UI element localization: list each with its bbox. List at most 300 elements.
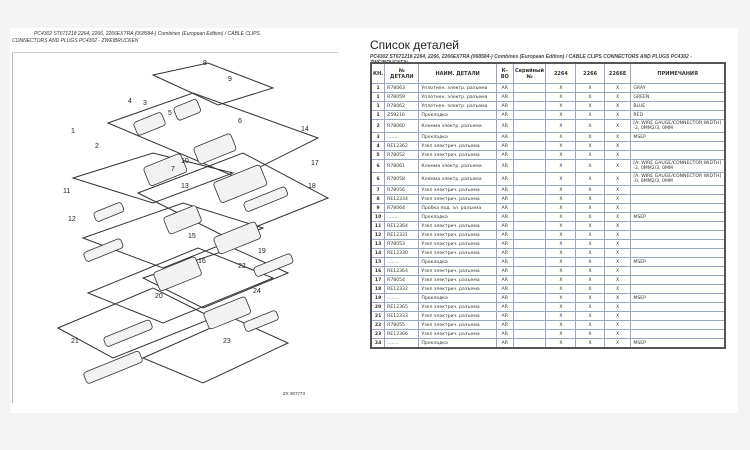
table-cell: AR	[496, 93, 513, 102]
table-cell: X	[576, 330, 604, 339]
callout-10: 10	[181, 158, 189, 165]
table-cell: RE12364	[385, 222, 419, 231]
table-cell	[631, 142, 725, 151]
table-cell: X	[546, 111, 576, 120]
column-header: 2266	[576, 63, 604, 84]
table-cell: Узел электрич. разъема	[419, 151, 496, 160]
table-cell: 3	[371, 133, 385, 142]
table-cell: Прокладка	[419, 294, 496, 303]
table-cell: Прокладка	[419, 133, 496, 142]
table-cell: X	[576, 160, 604, 173]
table-cell	[513, 173, 546, 186]
connector-part	[163, 205, 202, 235]
table-cell: 10	[371, 213, 385, 222]
table-cell: 7	[371, 186, 385, 195]
column-header: Серийный №	[513, 63, 546, 84]
table-cell: X	[604, 240, 631, 249]
table-row	[371, 258, 725, 267]
table-cell	[631, 231, 725, 240]
table-cell: 8	[371, 195, 385, 204]
table-cell: RE12366	[385, 330, 419, 339]
table-cell: X	[576, 84, 604, 93]
table-cell: RE12333	[385, 312, 419, 321]
table-cell: [A: WIRE GAUGE/CONNECTOR WIDTH] -2, 0MM2/3, 0MM	[631, 120, 725, 133]
table-cell: AR	[496, 111, 513, 120]
table-row	[371, 285, 725, 294]
table-cell: X	[576, 231, 604, 240]
table-cell	[631, 330, 725, 339]
table-cell: X	[546, 213, 576, 222]
table-cell: AR	[496, 186, 513, 195]
table-row	[371, 84, 725, 93]
table-cell: X	[546, 204, 576, 213]
table-cell: X	[604, 249, 631, 258]
table-cell: R78061	[385, 160, 419, 173]
table-cell: X	[604, 142, 631, 151]
table-cell: X	[604, 93, 631, 102]
connector-part	[133, 112, 166, 136]
callout-7: 7	[171, 166, 175, 173]
table-cell: X	[576, 339, 604, 349]
table-cell: RE12362	[385, 142, 419, 151]
callout-6: 6	[238, 118, 242, 125]
column-header: НАИМ. ДЕТАЛИ	[419, 63, 496, 84]
table-cell: X	[576, 204, 604, 213]
table-cell: MSEP	[631, 294, 725, 303]
callout-2: 2	[95, 143, 99, 150]
table-cell: Узел электрич. разъема	[419, 330, 496, 339]
table-row	[371, 222, 725, 231]
table-cell: X	[576, 142, 604, 151]
table-cell	[513, 330, 546, 339]
table-cell: X	[546, 222, 576, 231]
table-cell: 18	[371, 285, 385, 294]
table-cell: X	[604, 321, 631, 330]
table-cell: X	[546, 93, 576, 102]
table-row	[371, 294, 725, 303]
table-cell: X	[546, 294, 576, 303]
table-cell	[513, 204, 546, 213]
table-cell: 2	[371, 120, 385, 133]
table-cell: MSEP	[631, 258, 725, 267]
table-cell: Узел электрич. разъема	[419, 222, 496, 231]
table-cell: X	[576, 120, 604, 133]
table-cell: R78063	[385, 84, 419, 93]
table-cell	[513, 84, 546, 93]
connector-part	[153, 256, 202, 291]
table-cell: AR	[496, 195, 513, 204]
table-cell: X	[604, 294, 631, 303]
table-cell	[513, 285, 546, 294]
table-cell: X	[546, 303, 576, 312]
table-cell: AR	[496, 249, 513, 258]
table-cell: AR	[496, 160, 513, 173]
exploded-parts-diagram	[13, 53, 338, 403]
table-row	[371, 151, 725, 160]
table-cell: RE12334	[385, 195, 419, 204]
table-cell	[513, 303, 546, 312]
table-cell: X	[604, 258, 631, 267]
table-cell: X	[576, 249, 604, 258]
table-cell: ........	[385, 258, 419, 267]
table-cell: X	[546, 339, 576, 349]
table-cell: R78062	[385, 102, 419, 111]
table-row	[371, 111, 725, 120]
table-cell: X	[604, 204, 631, 213]
table-cell	[631, 186, 725, 195]
connector-part	[193, 133, 237, 165]
table-cell	[513, 102, 546, 111]
table-cell: RE12332	[385, 285, 419, 294]
table-cell: 6	[371, 160, 385, 173]
table-cell	[631, 312, 725, 321]
callout-18: 18	[308, 183, 316, 190]
table-cell: 19	[371, 294, 385, 303]
table-cell	[513, 222, 546, 231]
table-cell	[513, 249, 546, 258]
table-cell	[513, 276, 546, 285]
table-cell: [A: WIRE GAUGE/CONNECTOR WIDTH] -2, 0MM2/3, 0MM	[631, 160, 725, 173]
diagram-panel	[12, 52, 338, 403]
table-cell: Узел электрич. разъема	[419, 195, 496, 204]
table-cell	[513, 267, 546, 276]
table-cell	[631, 195, 725, 204]
table-cell	[631, 285, 725, 294]
table-cell: AR	[496, 240, 513, 249]
table-cell	[631, 240, 725, 249]
callout-14: 14	[301, 126, 309, 133]
table-cell: X	[546, 267, 576, 276]
table-cell: 5	[371, 151, 385, 160]
callout-15: 15	[188, 233, 196, 240]
callout-9: 9	[228, 76, 232, 83]
table-cell: AR	[496, 258, 513, 267]
figure-id: ZX 907773	[283, 391, 306, 396]
table-cell: X	[604, 303, 631, 312]
table-cell	[513, 151, 546, 160]
group-outline	[153, 63, 273, 105]
table-cell	[631, 151, 725, 160]
table-cell: X	[604, 195, 631, 204]
table-cell: GREEN	[631, 93, 725, 102]
table-cell: RE12365	[385, 303, 419, 312]
table-cell: X	[576, 173, 604, 186]
table-row	[371, 160, 725, 173]
table-cell: Клемма электр. разъема	[419, 173, 496, 186]
table-cell	[513, 312, 546, 321]
table-cell: 9	[371, 204, 385, 213]
table-cell: X	[604, 267, 631, 276]
table-cell: X	[604, 222, 631, 231]
table-header	[371, 63, 725, 84]
table-cell: X	[576, 195, 604, 204]
table-cell: 21	[371, 312, 385, 321]
table-cell: AR	[496, 339, 513, 349]
table-row	[371, 240, 725, 249]
table-cell: 12	[371, 231, 385, 240]
table-cell	[513, 213, 546, 222]
table-cell: AR	[496, 276, 513, 285]
table-cell: AR	[496, 120, 513, 133]
table-cell: 1	[371, 93, 385, 102]
column-header: № ДЕТАЛИ	[385, 63, 419, 84]
table-cell	[513, 258, 546, 267]
table-cell: X	[576, 93, 604, 102]
table-cell: 16	[371, 267, 385, 276]
table-cell	[513, 142, 546, 151]
table-cell: MSEP	[631, 339, 725, 349]
table-cell: Клемма электр. разъема	[419, 160, 496, 173]
table-cell: AR	[496, 330, 513, 339]
table-cell: AR	[496, 133, 513, 142]
table-cell: X	[604, 285, 631, 294]
table-cell	[631, 222, 725, 231]
table-cell: [A: WIRE GAUGE/CONNECTOR WIDTH] -0, 8MM2/3, 0MM	[631, 173, 725, 186]
table-cell: R78052	[385, 151, 419, 160]
table-cell: X	[604, 276, 631, 285]
table-cell: X	[546, 321, 576, 330]
table-cell: X	[546, 195, 576, 204]
table-cell: 6	[371, 173, 385, 186]
table-cell: Уплотнен. электр. разъема	[419, 84, 496, 93]
table-row	[371, 195, 725, 204]
table-row	[371, 330, 725, 339]
table-cell: R78054	[385, 276, 419, 285]
table-cell: AR	[496, 222, 513, 231]
callout-1: 1	[71, 128, 75, 135]
table-cell	[631, 267, 725, 276]
table-cell: Узел электрич. разъема	[419, 321, 496, 330]
table-cell	[513, 133, 546, 142]
parts-list-subtitle: PC4302 ST671218 2264, 2266, 2266EXTRA (068584-) Combines (European Edition) / CABLE CLIPS CONNECTORS AND PLUGS PC4302 - ZWEIBRUCKEN	[370, 54, 692, 66]
callout-21: 21	[71, 338, 79, 345]
table-cell: X	[546, 102, 576, 111]
table-row	[371, 231, 725, 240]
table-cell: Узел электрич. разъема	[419, 249, 496, 258]
table-cell: X	[546, 276, 576, 285]
table-cell: Уплотнен. электр. разъема	[419, 93, 496, 102]
table-cell: AR	[496, 231, 513, 240]
diagram-title-line1: PC4302 ST671218 2264, 2266, 2266EXTRA (068584-) Combines (European Edition) / CABLE CLIPS	[34, 31, 260, 37]
table-cell: 22	[371, 321, 385, 330]
table-cell: AR	[496, 213, 513, 222]
table-cell: ........	[385, 213, 419, 222]
callout-23: 23	[223, 338, 231, 345]
table-cell: 20	[371, 303, 385, 312]
table-cell: X	[576, 258, 604, 267]
callout-5: 5	[168, 110, 172, 117]
table-cell: ........	[385, 133, 419, 142]
table-cell: R78053	[385, 240, 419, 249]
table-cell: AR	[496, 267, 513, 276]
column-header: 2266E	[604, 63, 631, 84]
table-cell: 15	[371, 258, 385, 267]
table-cell: X	[576, 240, 604, 249]
table-cell: Уплотнен. электр. разъема	[419, 102, 496, 111]
table-cell: R78056	[385, 186, 419, 195]
table-cell: Узел электрич. разъема	[419, 186, 496, 195]
table-row	[371, 339, 725, 349]
table-cell	[513, 294, 546, 303]
connector-part	[173, 99, 201, 121]
table-cell: 14	[371, 249, 385, 258]
table-row	[371, 321, 725, 330]
table-cell: X	[604, 213, 631, 222]
table-cell: X	[546, 142, 576, 151]
table-cell: X	[546, 258, 576, 267]
table-cell: Клемма электр. разъема	[419, 120, 496, 133]
column-header: ПРИМЕЧАНИЯ	[631, 63, 725, 84]
column-header: К-ВО	[496, 63, 513, 84]
table-cell: ........	[385, 294, 419, 303]
diagram-title	[12, 31, 342, 44]
table-cell: R78058	[385, 173, 419, 186]
table-cell: X	[604, 84, 631, 93]
table-cell: X	[604, 330, 631, 339]
table-cell: X	[604, 339, 631, 349]
table-row	[371, 204, 725, 213]
table-cell: X	[604, 111, 631, 120]
table-cell: AR	[496, 312, 513, 321]
table-cell: Узел электрич. разъема	[419, 267, 496, 276]
table-cell: 4	[371, 142, 385, 151]
table-cell: X	[576, 151, 604, 160]
table-row	[371, 120, 725, 133]
table-cell: X	[576, 133, 604, 142]
callout-19: 19	[258, 248, 266, 255]
table-row	[371, 133, 725, 142]
table-cell: AR	[496, 142, 513, 151]
table-cell: GRAY	[631, 84, 725, 93]
table-cell: X	[604, 160, 631, 173]
table-cell: X	[546, 330, 576, 339]
table-cell: X	[576, 267, 604, 276]
column-header: КН.	[371, 63, 385, 84]
table-cell: X	[546, 249, 576, 258]
table-cell: Узел электрич. разъема	[419, 240, 496, 249]
table-cell: X	[576, 303, 604, 312]
table-row	[371, 142, 725, 151]
table-row	[371, 213, 725, 222]
table-cell	[631, 303, 725, 312]
table-cell: X	[604, 102, 631, 111]
table-cell: AR	[496, 303, 513, 312]
table-cell: 1	[371, 102, 385, 111]
table-row	[371, 276, 725, 285]
table-cell	[513, 186, 546, 195]
table-cell: X	[576, 213, 604, 222]
table-cell: X	[546, 285, 576, 294]
table-cell	[513, 240, 546, 249]
table-cell: X	[576, 111, 604, 120]
table-cell: AR	[496, 204, 513, 213]
table-row	[371, 303, 725, 312]
table-cell	[513, 321, 546, 330]
table-cell: X	[604, 151, 631, 160]
table-cell	[513, 120, 546, 133]
table-cell: X	[604, 173, 631, 186]
table-cell: 13	[371, 240, 385, 249]
table-cell: X	[576, 276, 604, 285]
table-cell: X	[604, 186, 631, 195]
table-cell	[631, 249, 725, 258]
callout-4: 4	[128, 98, 132, 105]
connector-part	[103, 319, 153, 347]
callout-3: 3	[143, 100, 147, 107]
table-cell: AR	[496, 321, 513, 330]
callout-11: 11	[63, 188, 71, 195]
connector-part	[83, 351, 143, 385]
table-row	[371, 186, 725, 195]
table-cell: RE12330	[385, 249, 419, 258]
table-cell: X	[576, 321, 604, 330]
table-cell	[513, 339, 546, 349]
table-cell: X	[546, 231, 576, 240]
table-cell: Узел электрич. разъема	[419, 303, 496, 312]
table-cell: RE12364	[385, 267, 419, 276]
table-cell: RED	[631, 111, 725, 120]
table-cell: Прокладка	[419, 111, 496, 120]
column-header: 2264	[546, 63, 576, 84]
table-cell: Узел электрич. разъема	[419, 276, 496, 285]
table-row	[371, 312, 725, 321]
parts-list-title: Список деталей	[370, 38, 459, 52]
table-cell	[513, 195, 546, 204]
table-row	[371, 173, 725, 186]
table-cell: X	[576, 294, 604, 303]
callout-16: 16	[198, 258, 206, 265]
table-cell: Узел электрич. разъема	[419, 285, 496, 294]
table-cell: X	[604, 312, 631, 321]
table-cell: AR	[496, 285, 513, 294]
table-cell: Узел электрич. разъема	[419, 312, 496, 321]
table-cell: X	[546, 84, 576, 93]
table-cell	[631, 276, 725, 285]
table-cell: X	[604, 133, 631, 142]
table-cell: X	[546, 133, 576, 142]
table-cell	[631, 204, 725, 213]
table-cell: Узел электрич. разъема	[419, 231, 496, 240]
table-cell: X	[546, 240, 576, 249]
table-cell: RE12331	[385, 231, 419, 240]
table-row	[371, 267, 725, 276]
table-cell: 11	[371, 222, 385, 231]
table-cell: X	[546, 173, 576, 186]
callout-20: 20	[155, 293, 163, 300]
callout-8: 8	[203, 60, 207, 67]
table-cell: X	[604, 231, 631, 240]
table-cell: R78055	[385, 321, 419, 330]
table-cell: X	[546, 120, 576, 133]
table-cell: X	[576, 222, 604, 231]
table-cell: 1	[371, 111, 385, 120]
table-cell: ........	[385, 339, 419, 349]
table-cell: 17	[371, 276, 385, 285]
table-row	[371, 249, 725, 258]
table-cell: X	[546, 312, 576, 321]
table-cell: Узел электрич. разъема	[419, 142, 496, 151]
table-cell	[513, 160, 546, 173]
table-cell: Пробка под. эл. разъема	[419, 204, 496, 213]
table-cell: Прокладка	[419, 339, 496, 349]
table-cell: X	[546, 151, 576, 160]
table-row	[371, 102, 725, 111]
table-cell: AR	[496, 84, 513, 93]
callout-12: 12	[68, 216, 76, 223]
table-cell	[513, 111, 546, 120]
table-cell: X	[576, 102, 604, 111]
diagram-title-line2: CONNECTORS AND PLUGS PC4302 - ZWEIBRUCKEN	[12, 37, 139, 44]
